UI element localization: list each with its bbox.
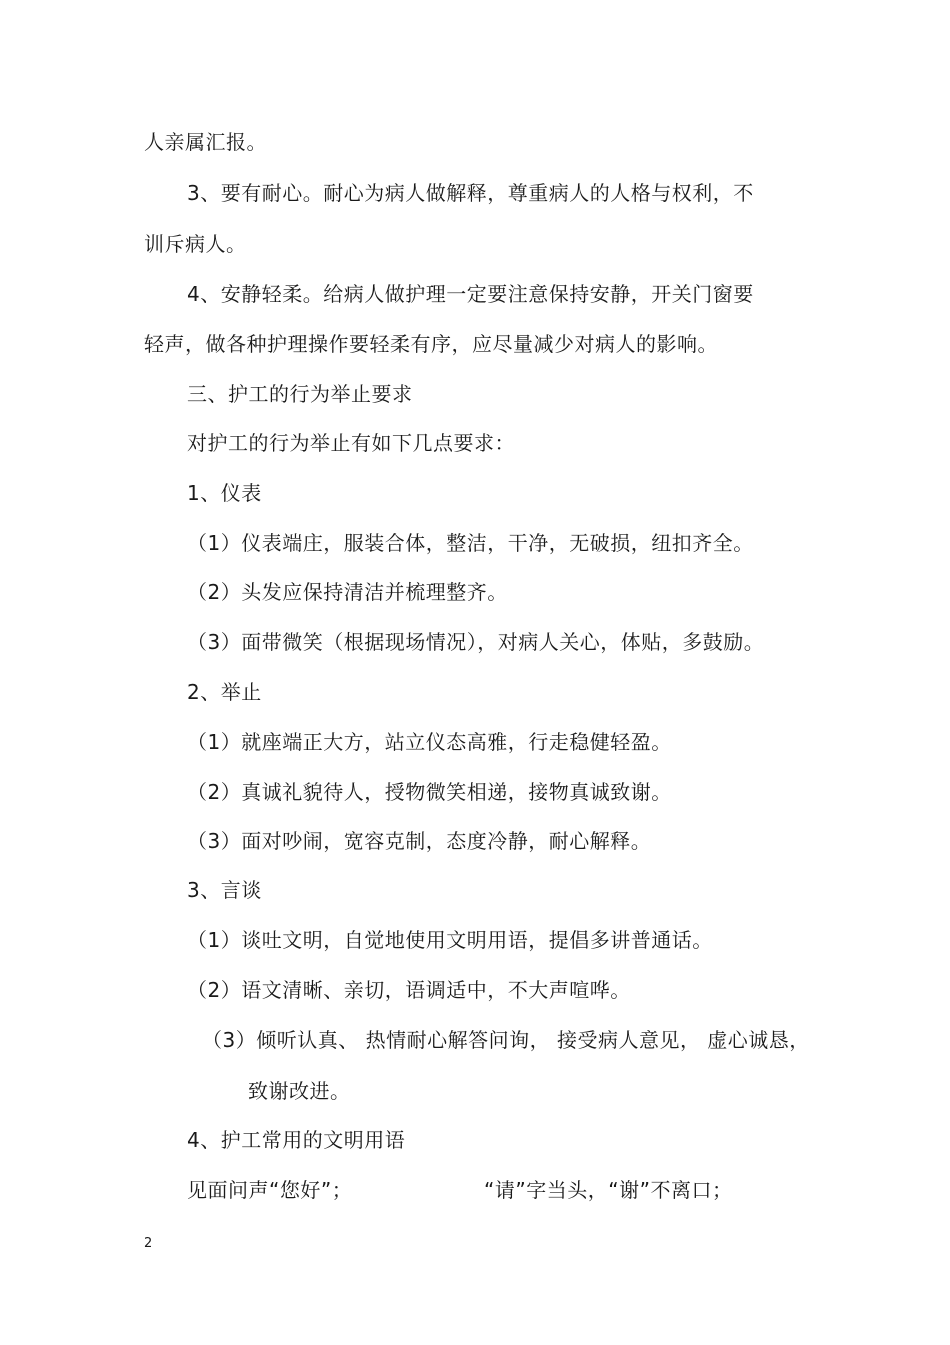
list-item: （1）谈吐文明，自觉地使用文明用语，提倡多讲普通话。 xyxy=(187,928,713,952)
list-item: （1）仪表端庄，服装合体，整洁，干净，无破损，纽扣齐全。 xyxy=(187,531,754,555)
text-line: 对护工的行为举止有如下几点要求： xyxy=(187,431,515,455)
list-item: （3）面带微笑（根据现场情况），对病人关心，体贴，多鼓励。 xyxy=(187,630,765,654)
list-item: （1）就座端正大方，站立仪态高雅，行走稳健轻盈。 xyxy=(187,730,672,754)
text-line: 致谢改进。 xyxy=(248,1079,351,1103)
subsection-heading: 4、护工常用的文明用语 xyxy=(187,1128,406,1152)
list-item: （2）头发应保持清洁并梳理整齐。 xyxy=(187,580,508,604)
section-heading: 三、护工的行为举止要求 xyxy=(187,382,413,406)
list-item: （2）真诚礼貌待人，授物微笑相递，接物真诚致谢。 xyxy=(187,780,672,804)
subsection-heading: 1、仪表 xyxy=(187,481,262,505)
subsection-heading: 2、举止 xyxy=(187,680,262,704)
text-line: 轻声，做各种护理操作要轻柔有序，应尽量减少对病人的影响。 xyxy=(144,332,718,356)
text-line: 人亲属汇报。 xyxy=(144,130,267,154)
text-line: 训斥病人。 xyxy=(144,232,247,256)
list-item: （3）倾听认真、 热情耐心解答问询， 接受病人意见， 虚心诚恳， xyxy=(202,1028,810,1052)
text-line: 4、安静轻柔。给病人做护理一定要注意保持安静，开关门窗要 xyxy=(187,282,754,306)
subsection-heading: 3、言谈 xyxy=(187,878,262,902)
list-item: （2）语文清晰、亲切，语调适中，不大声喧哗。 xyxy=(187,978,631,1002)
list-item: （3）面对吵闹，宽容克制，态度冷静，耐心解释。 xyxy=(187,829,652,853)
text-line-left: 见面问声“您好”； xyxy=(187,1178,353,1202)
page-number: 2 xyxy=(144,1236,153,1251)
text-line-right: “请”字当头，“谢”不离口； xyxy=(484,1178,733,1202)
text-line: 3、要有耐心。耐心为病人做解释，尊重病人的人格与权利，不 xyxy=(187,181,754,205)
